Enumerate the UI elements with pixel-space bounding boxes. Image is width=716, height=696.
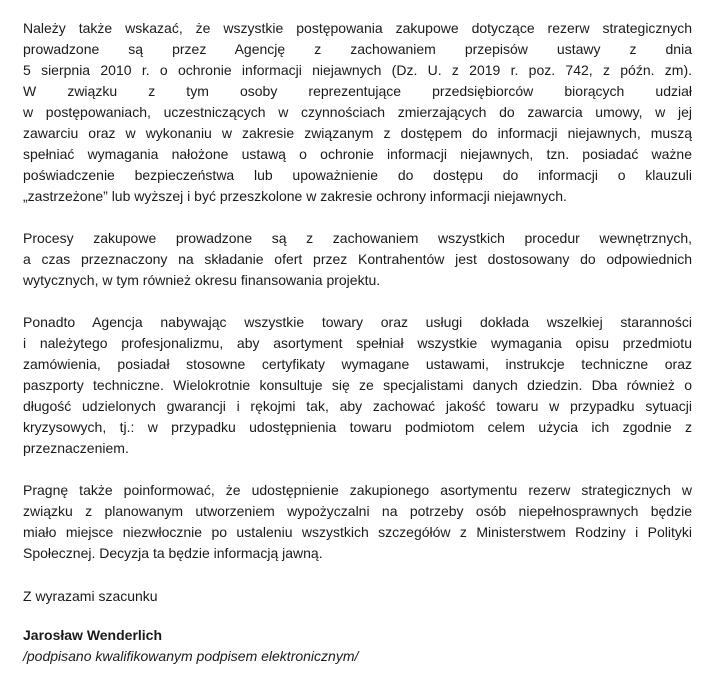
paragraph: [23, 228, 692, 291]
paragraph-line: 5 sierpnia 2010 r. o ochronie informacji niejawnych (Dz. U. z 2019 r. poz. 742, z późn. zm).: [23, 62, 692, 78]
paragraph-line: Pragnę także poinformować, że udostępnienie zakupionego asortymentu rezerw strategicznych w: [23, 482, 692, 498]
paragraph-line: związku z planowanym utworzeniem wypożyczalni na potrzeby osób niepełnosprawnych będzie: [23, 503, 692, 519]
paragraph-line: w postępowaniach, uczestniczących w czynnościach zmierzających do zawarcia umowy, w jej: [23, 104, 692, 120]
paragraph-line: Społecznej. Decyzja ta będzie informacją jawną.: [23, 545, 323, 561]
paragraph-line: Procesy zakupowe prowadzone są z zachowaniem wszystkich procedur wewnętrznych,: [23, 230, 692, 246]
paragraph: [23, 312, 692, 459]
paragraph-line: „zastrzeżone” lub wyższej i być przeszkolone w zakresie ochrony informacji niejawnych.: [23, 188, 567, 204]
paragraph-line: zamówienia, posiadał stosowne certyfikaty wymagane ustawami, instrukcje techniczne oraz: [23, 356, 692, 372]
paragraph-line: W związku z tym osoby reprezentujące przedsiębiorców biorących udział: [23, 83, 692, 99]
paragraph-line: przeznaczeniem.: [23, 440, 129, 456]
paragraph: [23, 480, 692, 564]
letter-body: [23, 18, 692, 564]
paragraph-line: a czas przeznaczony na składanie ofert przez Kontrahentów jest dostosowany do odpowiednich: [23, 251, 692, 267]
paragraph-line: wytycznych, w tym również okresu finansowania projektu.: [23, 272, 381, 288]
paragraph-line: kryzysowych, tj.: w przypadku udostępnienia towaru podmiotom celem użycia ich zgodnie z: [23, 419, 692, 435]
paragraph-line: Ponadto Agencja nabywając wszystkie towary oraz usługi dokłada wszelkiej staranności: [23, 314, 692, 330]
paragraph-line: długość udzielonych gwarancji i rękojmi tak, aby zachować jakość towaru w przypadku sytuacji: [23, 398, 692, 414]
paragraph-line: Należy także wskazać, że wszystkie postępowania zakupowe dotyczące rezerw strategicznych: [23, 20, 692, 36]
paragraph-line: prowadzone są przez Agencję z zachowaniem przepisów ustawy z dnia: [23, 41, 692, 57]
signature-note: /podpisano kwalifikowanym podpisem elektronicznym/: [23, 648, 359, 664]
paragraph-line: poświadczenie bezpieczeństwa lub upoważnienie do dostępu do informacji o klauzuli: [23, 167, 692, 183]
paragraph-line: paszporty techniczne. Wielokrotnie konsultuje się ze specjalistami danych dziedzin. Dba również o: [23, 377, 692, 393]
paragraph-line: i należytego profesjonalizmu, aby asortyment spełniał wszystkie wymagania opisu przedmiotu: [23, 335, 692, 351]
signature-name: Jarosław Wenderlich: [23, 627, 163, 643]
paragraph-line: spełniać wymagania nałożone ustawą o ochronie informacji niejawnych, tzn. posiadać ważne: [23, 146, 692, 162]
closing-salutation: Z wyrazami szacunku: [23, 588, 158, 604]
paragraph-line: zawarciu oraz w wykonaniu w zakresie związanym z dostępem do informacji niejawnych, muszą: [23, 125, 692, 141]
paragraph: [23, 18, 692, 207]
paragraph-line: miało miejsce niezwłocznie po ustaleniu wszystkich szczegółów z Ministerstwem Rodziny i Polityki: [23, 524, 692, 540]
